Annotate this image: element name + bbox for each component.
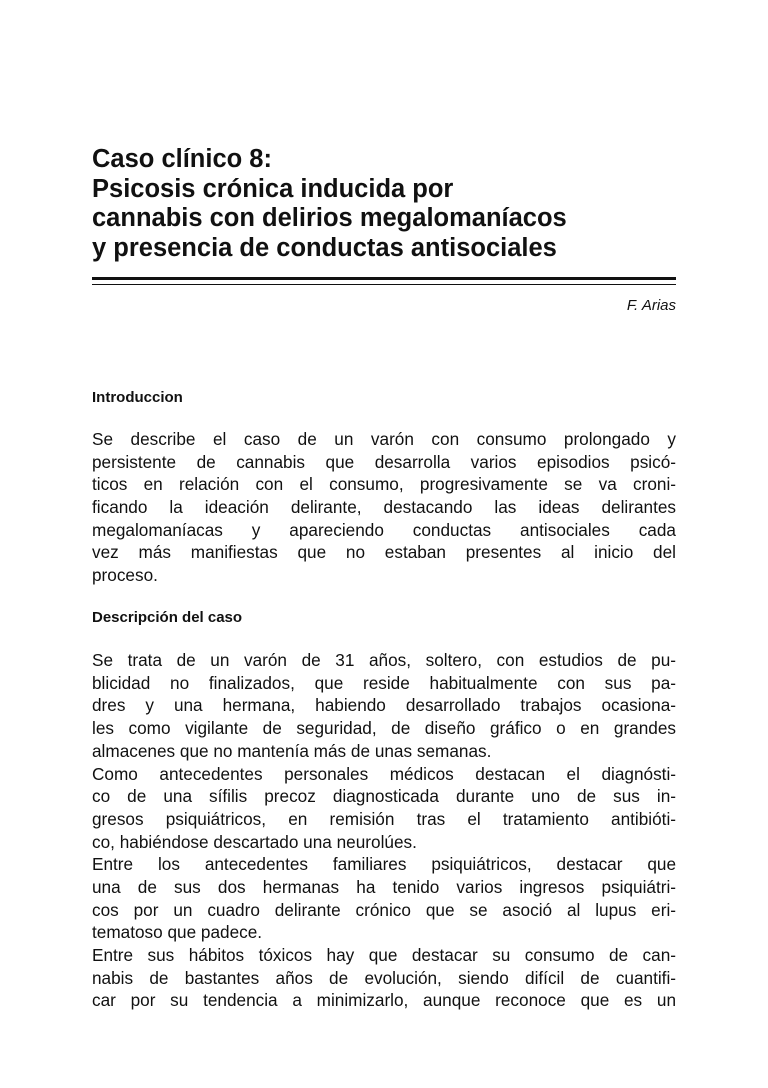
text-line: cos por un cuadro delirante crónico que se asoció al lupus eri- <box>92 899 676 920</box>
text-line: gresos psiquiátricos, en remisión tras el tratamiento antibióti- <box>92 808 676 829</box>
title-line: y presencia de conductas antisociales <box>92 233 557 262</box>
title-line: cannabis con delirios megalomaníacos <box>92 204 567 232</box>
title-rule-thin <box>92 284 676 285</box>
text-line: Entre sus hábitos tóxicos hay que destacar su consumo de can- <box>92 945 676 966</box>
title-line: Caso clínico 8: <box>92 145 272 173</box>
author-name: F. Arias <box>626 297 676 314</box>
text-line: Se describe el caso de un varón con consumo prolongado y <box>92 429 676 449</box>
text-line: tematoso que padece. <box>92 922 263 943</box>
paragraph-descripcion-3 <box>92 853 676 944</box>
text-line: co, habiéndose descartado una neurolúes. <box>92 831 417 852</box>
section-heading-introduccion: Introduccion <box>92 389 183 406</box>
title-rule-thick <box>92 277 676 280</box>
text-line: blicidad no finalizados, que reside habitualmente con sus pa- <box>92 672 676 693</box>
text-line: Se trata de un varón de 31 años, soltero, con estudios de pu- <box>92 650 676 670</box>
text-line: vez más manifiestas que no estaban presentes al inicio del <box>92 542 676 563</box>
text-line: almacenes que no mantenía más de unas semanas. <box>92 740 492 761</box>
title-line: Psicosis crónica inducida por <box>92 174 454 203</box>
text-line: nabis de bastantes años de evolución, siendo difícil de cuantifi- <box>92 967 676 988</box>
text-line: proceso. <box>92 565 158 586</box>
text-line: ticos en relación con el consumo, progresivamente se va croni- <box>92 474 676 495</box>
text-line: ficando la ideación delirante, destacando las ideas delirantes <box>92 497 676 518</box>
text-line: co de una sífilis precoz diagnosticada durante uno de sus in- <box>92 786 676 807</box>
paragraph-descripcion-1 <box>92 649 676 762</box>
chapter-title <box>92 145 676 263</box>
section-heading-descripcion: Descripción del caso <box>92 609 243 626</box>
text-line: les como vigilante de seguridad, de diseño gráfico o en grandes <box>92 718 676 739</box>
text-line: una de sus dos hermanas ha tenido varios ingresos psiquiátri- <box>92 876 676 897</box>
text-line: persistente de cannabis que desarrolla varios episodios psicó- <box>92 451 676 472</box>
text-line: Como antecedentes personales médicos destacan el diagnósti- <box>92 763 676 784</box>
paragraph-introduccion <box>92 428 676 587</box>
text-line: Entre los antecedentes familiares psiquiátricos, destacar que <box>92 854 676 875</box>
paragraph-descripcion-2 <box>92 763 676 854</box>
text-line: car por su tendencia a minimizarlo, aunque reconoce que es un <box>92 990 676 1011</box>
text-line: megalomaníacas y apareciendo conductas antisociales cada <box>92 519 676 540</box>
paragraph-descripcion-4 <box>92 944 676 1012</box>
text-line: dres y una hermana, habiendo desarrollado trabajos ocasiona- <box>92 695 676 716</box>
